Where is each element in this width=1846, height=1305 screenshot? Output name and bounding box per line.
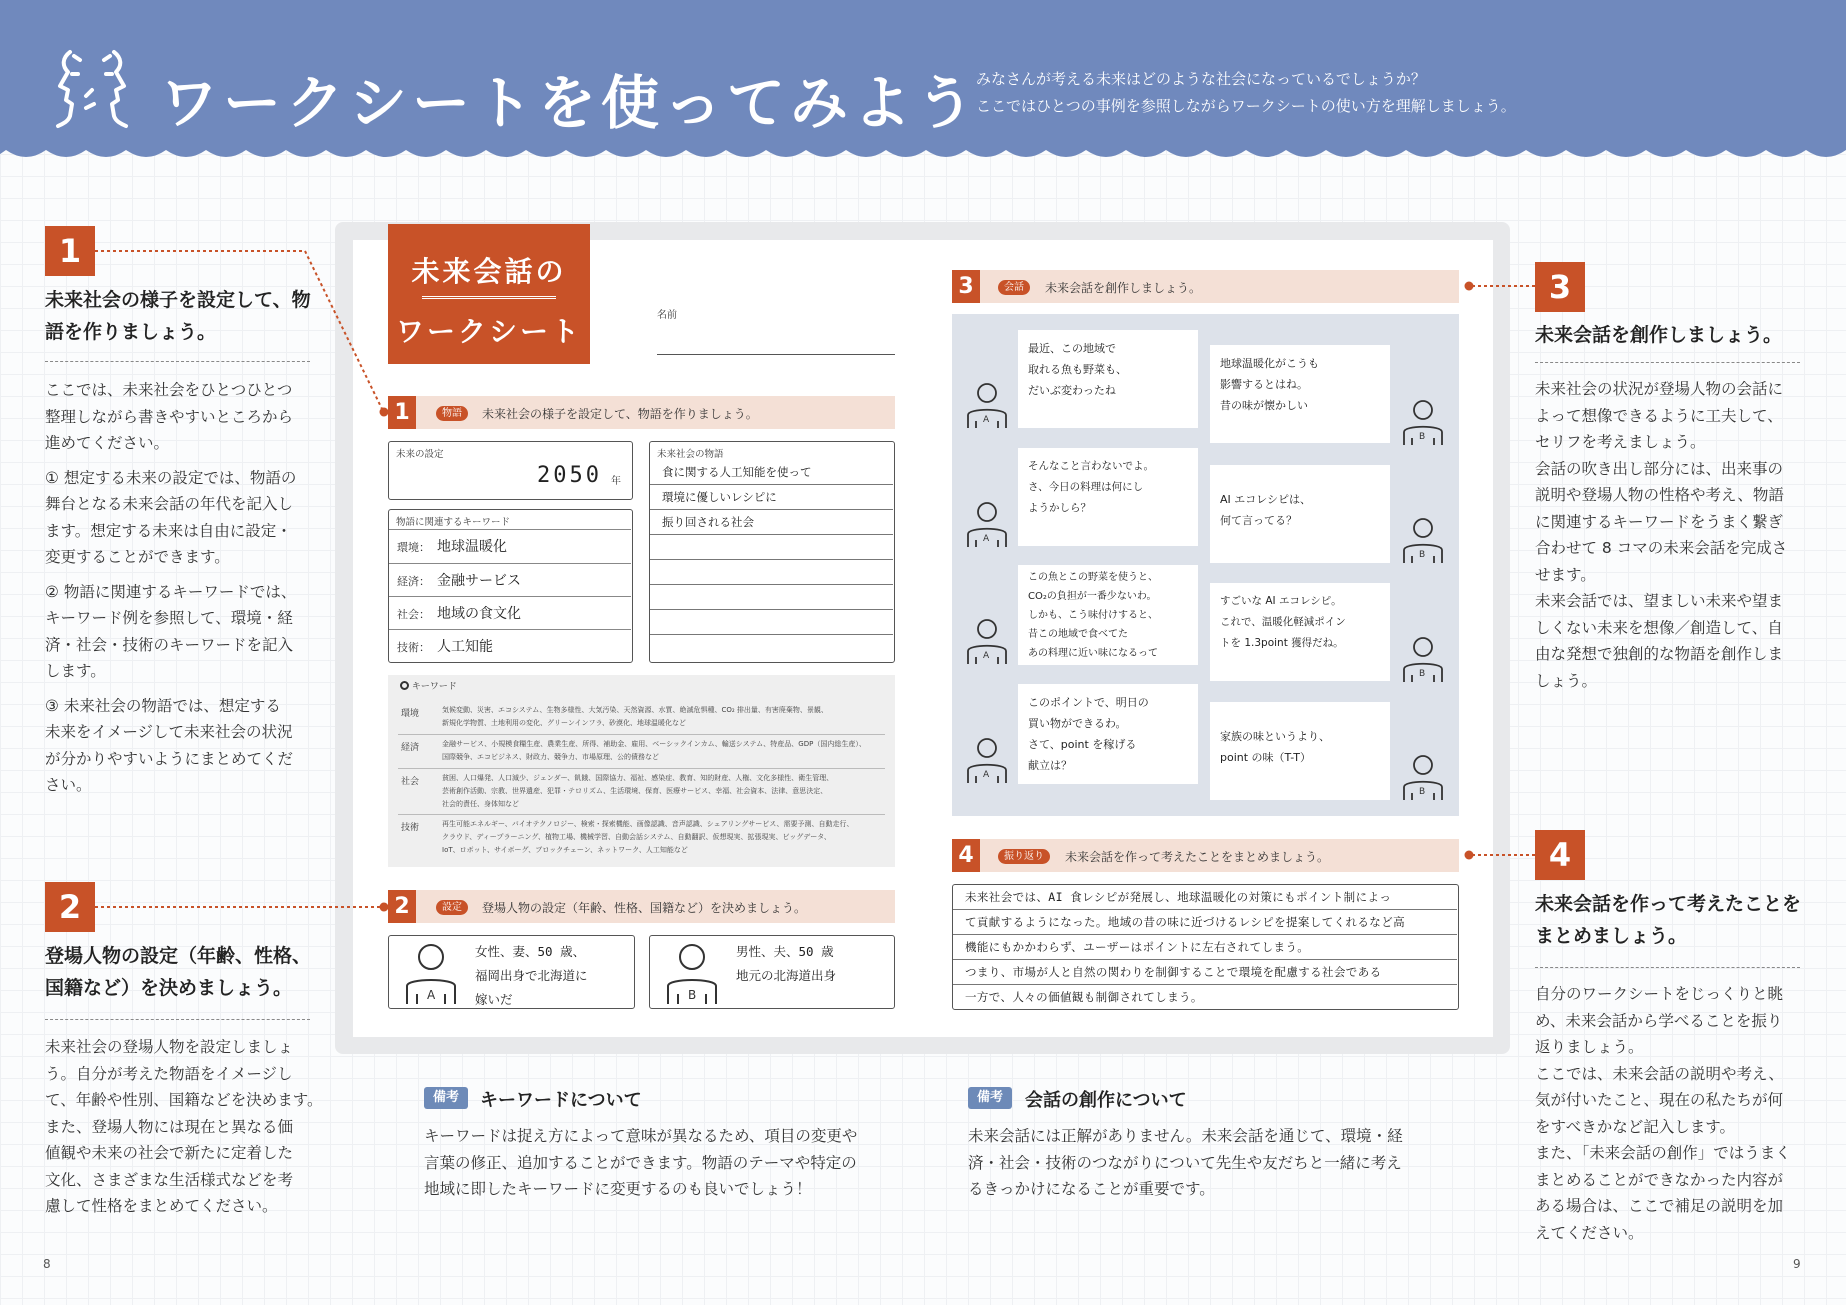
body-line: ある場合は、ここで補足の説明を加 bbox=[1535, 1197, 1784, 1215]
kw-sep bbox=[398, 768, 885, 769]
body-line: 値観や未来の社会で新たに定着した bbox=[45, 1144, 294, 1162]
note1-title: キーワードについて bbox=[480, 1090, 642, 1111]
bubble-line: 影響するとはね。 bbox=[1220, 378, 1308, 391]
section1-text: 未来社会の様子を設定して、物語を作りましょう。 bbox=[482, 407, 758, 421]
kw-val-env[interactable]: 地球温暖化 bbox=[437, 539, 507, 555]
note-line: 済・社会・技術のつながりについて先生や友だちと一緒に考え bbox=[968, 1153, 1402, 1172]
character-b-desc[interactable] bbox=[736, 940, 836, 988]
kw-line: 社会的責任、身体知など bbox=[442, 800, 519, 808]
person-b-label: B bbox=[688, 988, 697, 1002]
story-line bbox=[650, 560, 893, 585]
body-line: 由な発想で独創的な物語を創作しま bbox=[1535, 645, 1784, 663]
section4-num: 4 bbox=[952, 839, 980, 872]
bubble-line: CO₂の負担が一番少ないわ。 bbox=[1028, 591, 1157, 602]
body-line: 説明や登場人物の性格や考え、物語 bbox=[1535, 486, 1784, 504]
kw-line: 再生可能エネルギー、バイオテクノロジー、検索・探索機能、画像認識、音声認識、シェアリングサービス、需要予測、自動走行、 bbox=[442, 820, 854, 828]
body-line: せます。 bbox=[1535, 565, 1596, 584]
bubble-line: さ、今日の料理は何にし bbox=[1028, 481, 1144, 493]
body-line: よって想像できるように工夫して、 bbox=[1535, 406, 1783, 425]
bubble-line: ようかしら？ bbox=[1028, 502, 1091, 514]
body-line: う。自分が考えた物語をイメージし bbox=[45, 1064, 293, 1083]
avatar-label: B bbox=[1419, 550, 1426, 560]
bubble-line: AI エコレシピは、 bbox=[1220, 493, 1311, 506]
bubble-line: 最近、この地域で bbox=[1028, 342, 1116, 355]
person-a-icon bbox=[966, 381, 1008, 429]
section2-num: 2 bbox=[388, 890, 416, 923]
kw-cat-soc: 社会： bbox=[397, 608, 430, 621]
bubble-b-3[interactable] bbox=[1210, 583, 1390, 681]
kw-sep bbox=[398, 814, 885, 815]
kw-ref-text bbox=[442, 818, 890, 857]
section3-num: 3 bbox=[952, 270, 980, 303]
story-label: 未来社会の物語 bbox=[657, 449, 724, 460]
body-line: て、年齢や性別、国籍などを決めます。 bbox=[45, 1091, 323, 1109]
section4-text: 未来会話を作って考えたことをまとめましょう。 bbox=[1065, 850, 1330, 864]
reflection-line: 一方で、人々の価値観も制御されてしまう。 bbox=[965, 990, 1203, 1004]
avatar-label: A bbox=[983, 415, 990, 425]
body-line: 未来社会の登場人物を設定しましょ bbox=[45, 1038, 294, 1056]
kw-ref-cat: 社会 bbox=[401, 777, 420, 787]
bubble-line: これで、温暖化軽減ポイン bbox=[1220, 616, 1346, 628]
story-line bbox=[650, 635, 893, 660]
kw-val-tech[interactable]: 人工知能 bbox=[437, 639, 493, 655]
body-line: をすべきかなど記入します。 bbox=[1535, 1117, 1735, 1136]
body-line: 整理しながら書きやすいところから bbox=[45, 407, 294, 426]
body-line: 文化、さまざまな生活様式などを考 bbox=[45, 1170, 294, 1189]
body-line: 舞台となる未来会話の年代を記入し bbox=[45, 495, 294, 513]
body-line: 合わせて 8 コマの未来会話を完成さ bbox=[1535, 539, 1788, 557]
name-label: 名前 bbox=[657, 310, 677, 321]
bubble-line: そんなこと言わないでよ。 bbox=[1028, 460, 1154, 472]
section3-tag: 会話 bbox=[998, 280, 1030, 295]
kw-line: 国際競争、エコビジネス、財政力、競争力、市場原理、公的債務など bbox=[442, 753, 659, 761]
section1-num: 1 bbox=[388, 396, 416, 429]
kw-ref-cat: 環境 bbox=[401, 709, 420, 719]
row-rule bbox=[389, 629, 631, 630]
kw-line: 芸術創作活動、宗教、世界遺産、犯罪・テロリズム、生活環境、保育、医療サービス、幸福、社会資本、法律、意思決定、 bbox=[442, 787, 828, 795]
character-b-box bbox=[649, 935, 895, 1009]
worksheet-title-line1: 未来会話の bbox=[411, 255, 567, 288]
body-line: 進めてください。 bbox=[45, 434, 170, 452]
note2-body bbox=[968, 1123, 1403, 1203]
keywords-box bbox=[388, 509, 633, 663]
bubble-line: 昔この地域で食べてた bbox=[1028, 629, 1128, 640]
story-line bbox=[650, 535, 893, 560]
row-rule bbox=[389, 563, 631, 564]
step1-badge: 1 bbox=[45, 226, 95, 276]
bubble-line: point の味（T-T） bbox=[1220, 751, 1311, 764]
story-line: 食に関する人工知能を使って bbox=[650, 460, 893, 485]
char-line: 地元の北海道出身 bbox=[736, 968, 837, 983]
bubble-line: あの料理に近い味になるって bbox=[1028, 648, 1158, 659]
heading-line: 未来社会の様子を設定して、物 bbox=[45, 289, 311, 311]
kw-cat-econ: 経済： bbox=[397, 575, 430, 588]
note1-tag: 備考 bbox=[424, 1087, 468, 1109]
bubble-b-1[interactable] bbox=[1210, 345, 1390, 443]
step3-badge: 3 bbox=[1535, 262, 1585, 312]
body-line: 会話の吹き出し部分には、出来事の bbox=[1535, 459, 1784, 478]
kw-line: クラウド、ディープラーニング、植物工場、機械学習、自動会話システム、自動翻訳、仮想現実、拡張現実、ビッグデータ、 bbox=[442, 833, 831, 841]
kw-sep bbox=[398, 734, 885, 735]
bubble-line: さて、point を稼げる bbox=[1028, 738, 1137, 751]
reflection-line: 機能にもかかわらず、ユーザーはポイントに左右されてしまう。 bbox=[953, 935, 1457, 960]
character-a-desc[interactable] bbox=[475, 940, 588, 1012]
body-line: め、未来会話から学べることを振り bbox=[1535, 1011, 1783, 1030]
kw-line: 新規化学物質、土地利用の変化、グリーンインフラ、砂漠化、地球温暖化など bbox=[442, 719, 686, 727]
future-setting-label: 未来の設定 bbox=[396, 449, 444, 460]
body-line: 慮して性格をまとめてください。 bbox=[45, 1197, 278, 1215]
name-field[interactable] bbox=[657, 354, 895, 355]
character-a-box bbox=[388, 935, 635, 1009]
body-line: ③ 未来社会の物語では、想定する bbox=[45, 696, 281, 715]
intro-line: みなさんが考える未来はどのような社会になっているでしょうか？ bbox=[976, 70, 1426, 88]
step4-badge: 4 bbox=[1535, 830, 1585, 880]
kw-cat-env: 環境： bbox=[397, 541, 430, 554]
bubble-line: 地球温暖化がこうも bbox=[1220, 357, 1319, 370]
person-b-icon bbox=[664, 940, 720, 1006]
body-line: に関連するキーワードをうまく繋ぎ bbox=[1535, 512, 1784, 531]
char-line: 福岡出身で北海道に bbox=[475, 968, 588, 983]
keywords-label: 物語に関連するキーワード bbox=[396, 517, 511, 528]
body-line: 変更することができます。 bbox=[45, 548, 230, 566]
bubble-line: 何て言ってる？ bbox=[1220, 514, 1297, 527]
char-line: 嫁いだ bbox=[475, 992, 513, 1007]
search-icon bbox=[400, 681, 409, 690]
note-line: 地域に即したキーワードに変更するのも良いでしょう！ bbox=[424, 1180, 812, 1198]
person-b-icon bbox=[1402, 398, 1444, 446]
title-rule bbox=[422, 296, 556, 299]
person-b-icon bbox=[1402, 516, 1444, 564]
person-b-icon bbox=[1402, 635, 1444, 683]
body-line: セリフを考えましょう。 bbox=[1535, 433, 1706, 451]
story-lines[interactable] bbox=[650, 460, 893, 660]
story-line bbox=[650, 610, 893, 635]
body-line: まとめることができなかった内容が bbox=[1535, 1170, 1784, 1189]
person-a-icon bbox=[966, 736, 1008, 784]
bubble-line: 買い物ができるわ。 bbox=[1028, 717, 1127, 730]
kw-ref-text bbox=[442, 772, 890, 811]
reflection-line: て貢献するようになった。地域の昔の味に近づけるレシピを提案してくれるなど高 bbox=[953, 910, 1457, 935]
kw-line: IoT、ロボット、サイボーグ、ブロックチェーン、ネットワーク、人工知能など bbox=[442, 846, 688, 854]
heading-line: 登場人物の設定（年齢、性格、 bbox=[45, 945, 312, 967]
bubble-line: このポイントで、明日の bbox=[1028, 696, 1149, 709]
avatar-label: B bbox=[1419, 432, 1426, 442]
body-line: ② 物語に関連するキーワードでは、 bbox=[45, 582, 297, 601]
body-line: します。 bbox=[45, 662, 106, 680]
body-line: また、「未来会話の創作」ではうまく bbox=[1535, 1144, 1791, 1162]
kw-cat-tech: 技術： bbox=[397, 641, 430, 654]
kw-ref-title-text: キーワード bbox=[411, 682, 457, 692]
note2-title: 会話の創作について bbox=[1025, 1090, 1187, 1111]
note2-tag: 備考 bbox=[968, 1087, 1012, 1109]
bubble-line: 取れる魚も野菜も、 bbox=[1028, 363, 1127, 376]
future-setting-box bbox=[388, 441, 633, 500]
body-line: えてください。 bbox=[1535, 1223, 1644, 1242]
heading-line: 語を作りましょう。 bbox=[45, 321, 217, 343]
intro-line: ここではひとつの事例を参照しながらワークシートの使い方を理解しましょう。 bbox=[976, 97, 1516, 115]
year-value[interactable]: 2050 bbox=[537, 463, 602, 488]
keyword-reference-title bbox=[400, 679, 457, 692]
body-line: さい。 bbox=[45, 776, 92, 794]
bubble-line: 献立は？ bbox=[1028, 759, 1072, 772]
kw-line: 金融サービス、小規模食糧生産、農業生産、所得、補助金、雇用、ベーシックインカム、輸送システム、特産品、GDP（国内総生産）、 bbox=[442, 740, 866, 748]
section2-text: 登場人物の設定（年齢、性格、国籍など）を決めましょう。 bbox=[482, 901, 807, 915]
page-title: ワークシートを使ってみよう bbox=[160, 69, 980, 137]
note-line: キーワードは捉え方によって意味が異なるため、項目の変更や bbox=[424, 1127, 858, 1145]
heading-line: まとめましょう。 bbox=[1535, 925, 1688, 947]
body-line: キーワード例を参照して、環境・経 bbox=[45, 609, 293, 627]
reflection-lines bbox=[953, 885, 1457, 1009]
story-line: 環境に優しいレシピに bbox=[650, 485, 893, 510]
note1-body bbox=[424, 1123, 857, 1203]
heading-line: 国籍など）を決めましょう。 bbox=[45, 977, 293, 999]
worksheet-title-block bbox=[388, 224, 590, 364]
bubble-line: しかも、こう味付けすると、 bbox=[1028, 610, 1158, 621]
char-line: 男性、夫、50 歳 bbox=[736, 944, 834, 959]
avatar-label: A bbox=[983, 770, 990, 780]
step2-badge: 2 bbox=[45, 882, 95, 932]
bubble-line: この魚とこの野菜を使うと、 bbox=[1028, 572, 1158, 583]
body-line: しくない未来を想像／創造して、自 bbox=[1535, 618, 1783, 637]
kw-ref-text bbox=[442, 704, 890, 730]
bubble-a-3[interactable] bbox=[1018, 565, 1198, 665]
bubble-a-1[interactable] bbox=[1018, 330, 1198, 428]
body-line: 済・社会・技術のキーワードを記入 bbox=[45, 635, 294, 654]
kw-line: 貧困、人口爆発、人口減少、ジェンダー、飢餓、国際協力、福祉、感染症、教育、知的財産、人権、文化多様性、衛生管理、 bbox=[442, 774, 834, 782]
body-line: 未来社会の状況が登場人物の会話に bbox=[1535, 380, 1784, 398]
kw-val-econ[interactable]: 金融サービス bbox=[437, 573, 521, 589]
heading-line: 未来会話を作って考えたことを bbox=[1535, 893, 1802, 915]
bubble-b-4[interactable] bbox=[1210, 702, 1390, 800]
char-line: 女性、妻、50 歳、 bbox=[475, 944, 586, 959]
bubble-a-2[interactable] bbox=[1018, 448, 1198, 546]
reflection-line: 未来社会では、AI 食レシピが発展し、地球温暖化の対策にもポイント制によっ bbox=[953, 885, 1457, 910]
bubble-line: すごいな AI エコレシピ。 bbox=[1220, 595, 1342, 607]
body-line: しょう。 bbox=[1535, 671, 1598, 690]
kw-ref-text bbox=[442, 738, 890, 764]
page-number-right: 9 bbox=[1793, 1257, 1801, 1271]
bubble-line: トを 1.3point 獲得だね。 bbox=[1220, 637, 1344, 649]
story-line: 振り回される社会 bbox=[650, 510, 893, 535]
story-line bbox=[650, 585, 893, 610]
note-line: るきっかけになることが重要です。 bbox=[968, 1180, 1215, 1198]
reflection-line: つまり、市場が人と自然の関わりを制御することで環境を配慮する社会である bbox=[953, 960, 1457, 985]
body-line: 返りましょう。 bbox=[1535, 1038, 1644, 1056]
kw-val-soc[interactable]: 地域の食文化 bbox=[437, 606, 521, 622]
kw-ref-cat: 経済 bbox=[401, 743, 420, 753]
page-number-left: 8 bbox=[43, 1257, 51, 1271]
avatar-label: B bbox=[1419, 669, 1426, 679]
section1-tag: 物語 bbox=[436, 406, 468, 421]
story-box bbox=[649, 441, 895, 663]
year-unit: 年 bbox=[611, 476, 621, 487]
body-line: ここでは、未来会話の説明や考え、 bbox=[1535, 1064, 1784, 1083]
avatar-label: A bbox=[983, 534, 990, 544]
body-line: 未来会話では、望ましい未来や望ま bbox=[1535, 592, 1784, 610]
section2-tag: 設定 bbox=[436, 900, 468, 915]
kw-ref-cat: 技術 bbox=[401, 823, 420, 833]
body-line: 気が付いたこと、現在の私たちが何 bbox=[1535, 1091, 1784, 1109]
reflection-box[interactable] bbox=[952, 884, 1459, 1010]
bubble-line: 昔の味が懐かしい bbox=[1220, 399, 1308, 412]
bubble-b-2[interactable] bbox=[1210, 465, 1390, 563]
avatar-label: B bbox=[1419, 787, 1426, 797]
person-a-icon bbox=[966, 617, 1008, 665]
person-a-label: A bbox=[427, 988, 436, 1002]
row-rule bbox=[389, 596, 631, 597]
kw-line: 気候変動、災害、エコシステム、生物多様性、大気汚染、天然資源、水質、絶滅危惧種、CO₂ 排出量、有害廃棄物、景観、 bbox=[442, 706, 828, 714]
bubble-line: だいぶ変わったね bbox=[1028, 384, 1116, 397]
section4-tag: 振り返り bbox=[998, 849, 1050, 864]
avatar-label: A bbox=[983, 651, 990, 661]
row-rule bbox=[389, 529, 631, 530]
section3-text: 未来会話を創作しましょう。 bbox=[1045, 281, 1202, 295]
body-line: ます。想定する未来は自由に設定・ bbox=[45, 521, 292, 540]
heading-line: 未来会話を創作しましょう。 bbox=[1535, 324, 1783, 346]
person-b-icon bbox=[1402, 753, 1444, 801]
body-line: 自分のワークシートをじっくりと眺 bbox=[1535, 985, 1784, 1003]
note-line: 未来会話には正解がありません。未来会話を通じて、環境・経 bbox=[968, 1127, 1403, 1145]
person-a-icon bbox=[403, 940, 459, 1006]
body-line: が分かりやすいようにまとめてくだ bbox=[45, 749, 294, 768]
note-line: 言葉の修正、追加することができます。物語のテーマや特定の bbox=[424, 1153, 857, 1172]
body-line: また、登場人物には現在と異なる価 bbox=[45, 1117, 294, 1136]
bubble-line: 家族の味というより、 bbox=[1220, 730, 1330, 743]
body-line: 未来をイメージして未来社会の状況 bbox=[45, 723, 293, 741]
bubble-a-4[interactable] bbox=[1018, 684, 1198, 784]
person-a-icon bbox=[966, 500, 1008, 548]
body-line: ここでは、未来社会をひとつひとつ bbox=[45, 381, 293, 399]
worksheet-title-line2: ワークシート bbox=[395, 315, 582, 348]
body-line: ① 想定する未来の設定では、物語の bbox=[45, 468, 297, 487]
